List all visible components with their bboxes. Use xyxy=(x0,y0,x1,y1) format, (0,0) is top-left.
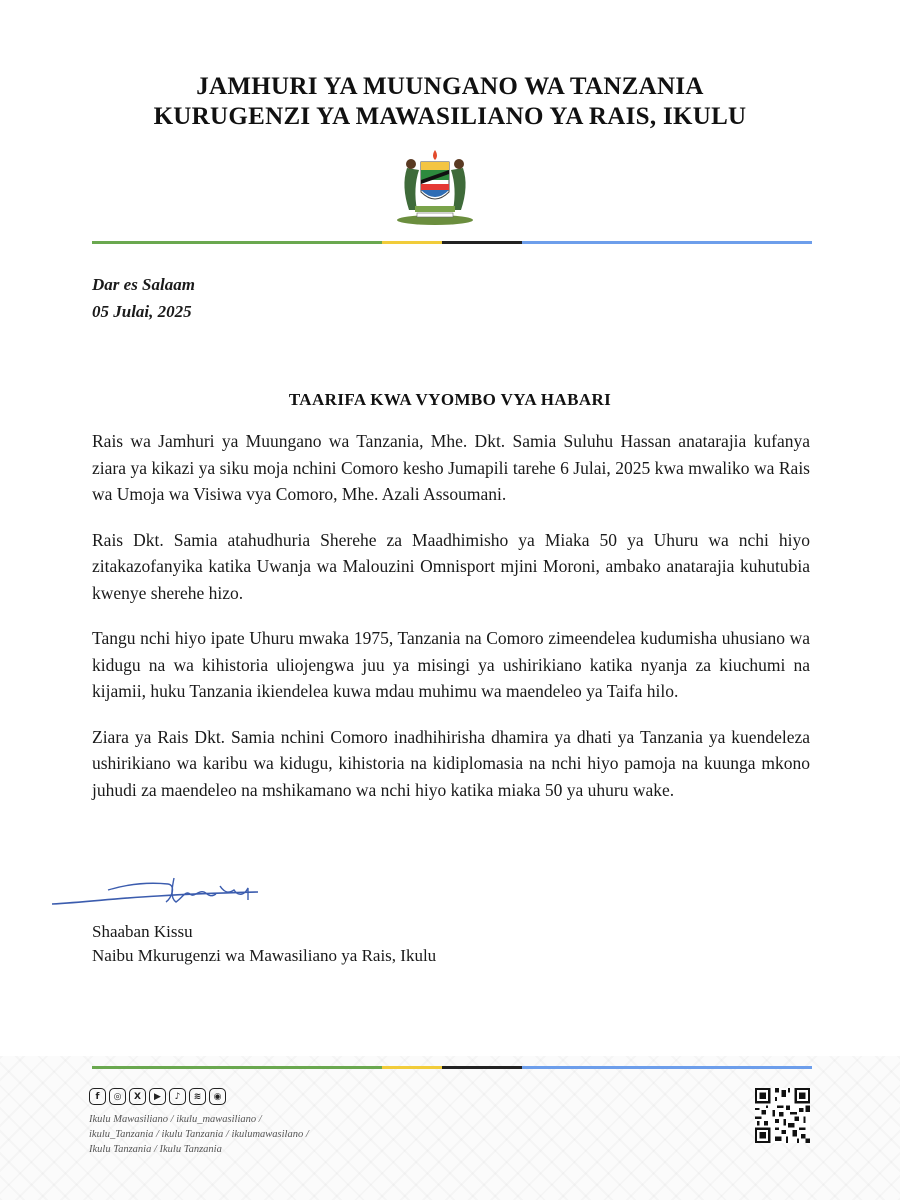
letterhead-line-1: JAMHURI YA MUUNGANO WA TANZANIA xyxy=(196,73,704,100)
letterhead-line-2: KURUGENZI YA MAWASILIANO YA RAIS, IKULU xyxy=(153,103,747,130)
social-handles: Ikulu Mawasiliano / ikulu_mawasiliano / ikulu_Tanzania / ikulu Tanzania / ikulumawasilano / Ikulu Tanzania / Ikulu Tanzania xyxy=(89,1114,309,1155)
place-line: Dar es Salaam xyxy=(92,275,195,294)
coat-of-arms-icon xyxy=(393,140,477,226)
paragraph-4: Ziara ya Rais Dkt. Samia nchini Comoro inadhihirisha dhamira ya dhati ya Tanzania ya kuendeleza ushirikiano wa karibu wa kidugu, kihistoria na kidiplomasia na nchi hiyo pamoja na kuunga mkono juhudi za maendeleo na mshikamano wa nchi hiyo katika miaka 50 ya uhuru wake. xyxy=(92,726,810,800)
divider-black xyxy=(442,241,522,244)
divider-blue xyxy=(522,241,812,244)
signatory-name: Shaaban Kissu xyxy=(92,922,193,941)
letterhead xyxy=(0,72,900,132)
document-title: TAARIFA KWA VYOMBO VYA HABARI xyxy=(288,390,612,409)
qr-code-icon[interactable] xyxy=(755,1088,810,1143)
letterhead-divider xyxy=(92,241,812,244)
divider-green xyxy=(92,241,382,244)
paragraph-2: Rais Dkt. Samia atahudhuria Sherehe za Maadhimisho ya Miaka 50 ya Uhuru wa nchi hiyo zitakazofanyika katika Uwanja wa Malouzini Omnisport mjini Moroni, ambako anatarajia kuhutubia kwenye sherehe hizo. xyxy=(92,529,810,603)
spotify-icon[interactable]: ≋ xyxy=(189,1088,206,1105)
social-media-icons xyxy=(89,1088,226,1105)
divider-yellow xyxy=(382,241,442,244)
signatory-title: Naibu Mkurugenzi wa Mawasiliano ya Rais, Ikulu xyxy=(92,946,437,965)
x-icon[interactable]: X xyxy=(129,1088,146,1105)
podcast-icon[interactable]: ◉ xyxy=(209,1088,226,1105)
tiktok-icon[interactable]: ♪ xyxy=(169,1088,186,1105)
paragraph-3: Tangu nchi hiyo ipate Uhuru mwaka 1975, Tanzania na Comoro zimeendelea kudumisha uhusiano wa kidugu na wa kihistoria uliojengwa juu ya misingi ya ushirikiano katika nyanja za kiuchumi na kijamii, huku Tanzania ikiendelea kuwa mdau muhimu wa maendeleo ya Taifa hilo. xyxy=(92,628,810,701)
press-release-body xyxy=(92,428,810,822)
footer-divider xyxy=(92,1066,812,1069)
instagram-icon[interactable]: ◎ xyxy=(109,1088,126,1105)
footer-divider-yellow xyxy=(382,1066,442,1069)
footer-divider-blue xyxy=(522,1066,812,1069)
footer-divider-green xyxy=(92,1066,382,1069)
paragraph-1: Rais wa Jamhuri ya Muungano wa Tanzania, Mhe. Dkt. Samia Suluhu Hassan anatarajia kufanya ziara ya kikazi ya siku moja nchini Comoro kesho Jumapili tarehe 6 Julai, 2025 kwa mwaliko wa Rais wa Umoja wa Visiwa vya Comoro, Mhe. Azali Assoumani. xyxy=(92,431,810,504)
youtube-icon[interactable]: ▶ xyxy=(149,1088,166,1105)
handwritten-signature xyxy=(48,868,278,918)
footer-divider-black xyxy=(442,1066,522,1069)
date-line: 05 Julai, 2025 xyxy=(92,302,192,321)
facebook-icon[interactable]: f xyxy=(89,1088,106,1105)
